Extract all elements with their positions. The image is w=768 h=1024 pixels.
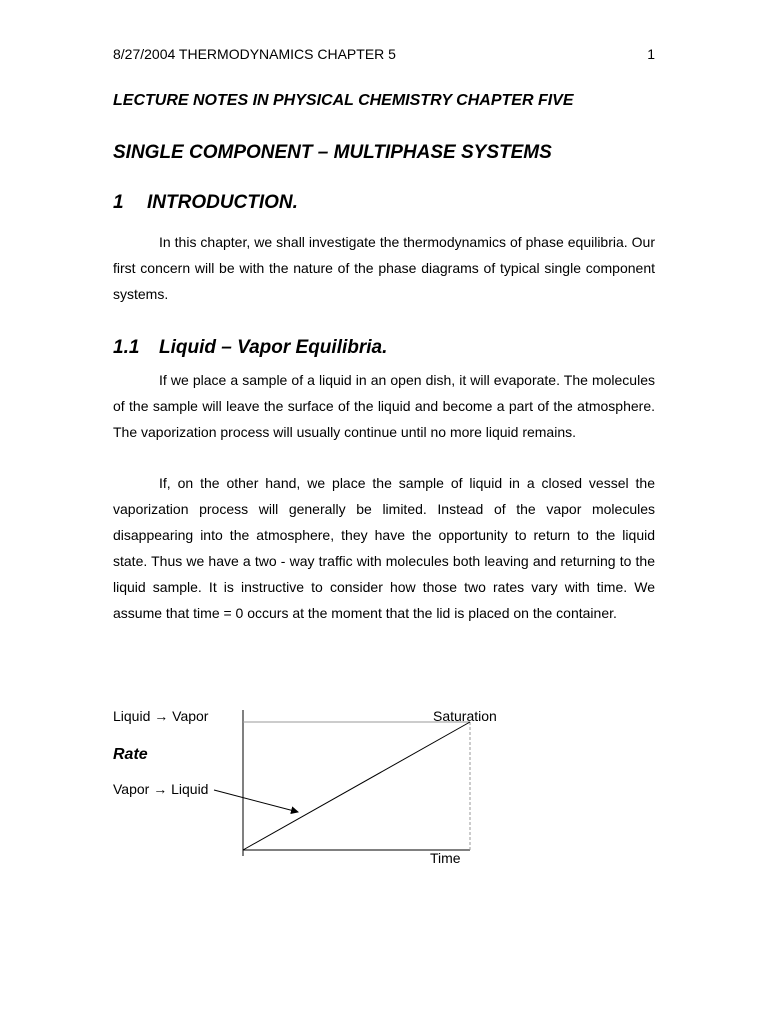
paragraph-intro: In this chapter, we shall investigate the thermodynamics of phase equilibria. Our first concern will be with the nature of the phase diagrams of typical single component systems. — [113, 234, 655, 302]
vapor-to-liquid-rate-line — [243, 722, 470, 850]
subsection-title: Liquid – Vapor Equilibria. — [159, 337, 388, 358]
label-saturation: Saturation — [433, 708, 497, 724]
section-heading-liquid-vapor — [113, 337, 387, 359]
header-text: 8/27/2004 THERMODYNAMICS CHAPTER 5 — [113, 46, 396, 62]
section-heading-introduction — [113, 192, 298, 214]
subsection-number: 1.1 — [113, 337, 140, 358]
label-liquid-to-vapor: Liquid → Vapor — [113, 708, 209, 724]
pointer-arrow — [214, 790, 298, 812]
course-title: LECTURE NOTES IN PHYSICAL CHEMISTRY CHAPTER FIVE — [113, 92, 574, 109]
label-time: Time — [430, 850, 461, 866]
page-header — [113, 46, 655, 62]
paragraph-closed-vessel: If, on the other hand, we place the sample of liquid in a closed vessel the vaporization process will generally be limited. Instead of the vapor molecules disappearing into the atmosphere, they have the opportunity to return to the liquid state. Thus we have a two - way traffic with molecules both leaving and returning to the liquid sample. It is instructive to consider how those two rates vary with time. We assume that time = 0 occurs at the moment that the lid is placed on the container. — [113, 475, 655, 621]
page-number: 1 — [647, 46, 655, 62]
label-vapor-to-liquid: Vapor → Liquid — [113, 781, 209, 797]
label-rate: Rate — [113, 746, 148, 763]
section-title: INTRODUCTION. — [147, 192, 298, 213]
chapter-title: SINGLE COMPONENT – MULTIPHASE SYSTEMS — [113, 142, 552, 163]
rate-vs-time-diagram — [0, 690, 768, 890]
paragraph-open-dish: If we place a sample of a liquid in an open dish, it will evaporate. The molecules of the sample will leave the surface of the liquid and become a part of the atmosphere. The vaporization process will usually continue until no more liquid remains. — [113, 372, 655, 440]
section-number: 1 — [113, 192, 124, 213]
